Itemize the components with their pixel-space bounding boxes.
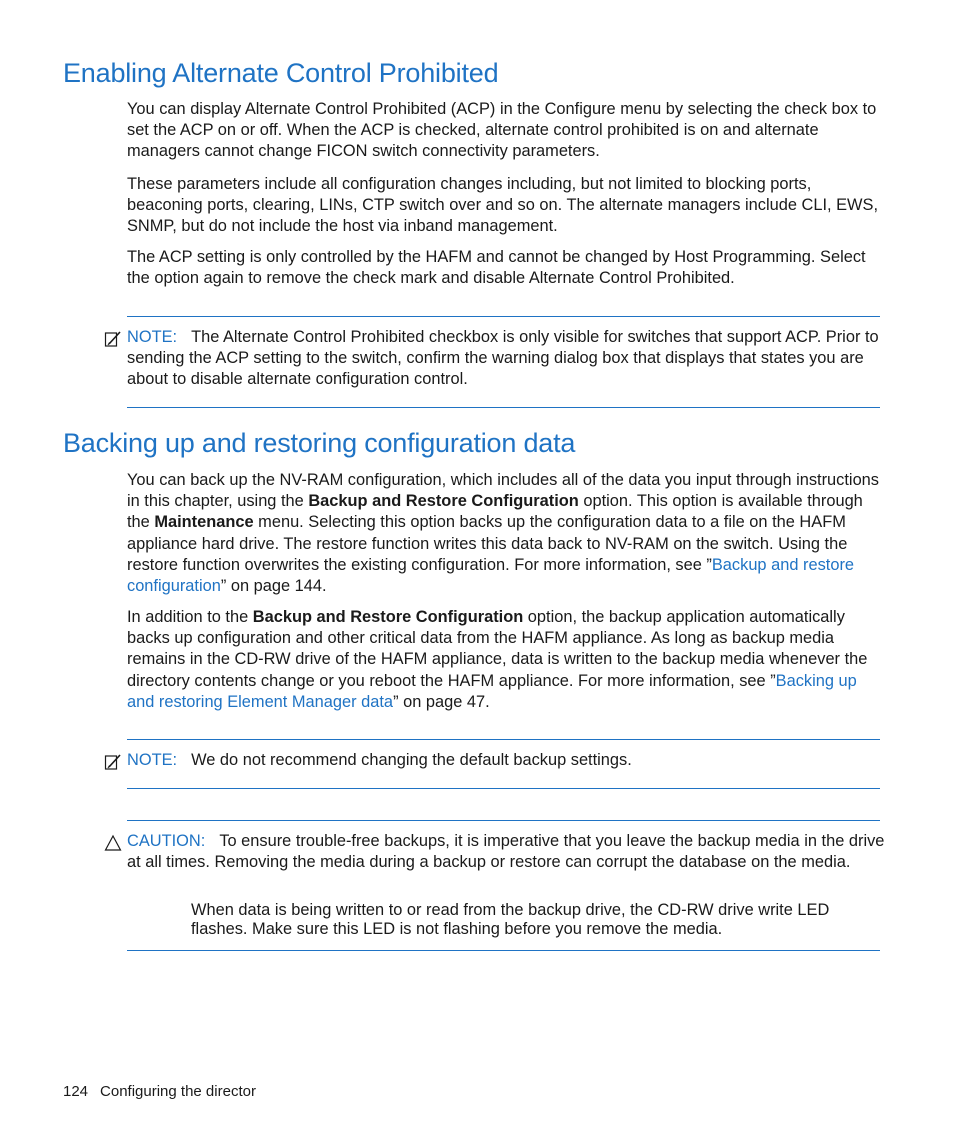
note-label: NOTE:: [127, 751, 178, 769]
acp-note: [127, 327, 887, 391]
caution-extra: When data is being written to or read from the backup drive, the CD-RW drive write LED flashes. Make sure this LED is not flashing before you remove the media.: [191, 901, 830, 938]
text-run: ” on page 144.: [220, 577, 327, 596]
caution-text: To ensure trouble-free backups, it is imperative that you leave the backup media in the drive at all times. Removing the media during a backup or restore can corrupt the database on the media.: [127, 832, 885, 872]
section-heading-acp: Enabling Alternate Control Prohibited: [63, 58, 499, 88]
text-run: You can back up the NV-RAM configuration, which includes all of the data you input through instructions in this chapter, using the: [127, 471, 879, 511]
chapter-title: Configuring the director: [100, 1083, 256, 1100]
bold-term-backup-restore: Backup and Restore Configuration: [252, 608, 524, 626]
backup-paragraph-2: [127, 607, 887, 713]
text-run: option. This option is available through the: [127, 492, 863, 532]
backup-note-text: We do not recommend changing the default backup settings.: [191, 751, 632, 769]
backup-note: [127, 750, 887, 771]
page-footer: [63, 1083, 256, 1100]
note-pencil-icon: [104, 753, 122, 771]
note-pencil-icon: [104, 330, 122, 348]
note-rule-bottom: [127, 407, 880, 408]
link-backing-up-element-manager[interactable]: Backing up and restoring Element Manager data: [127, 671, 857, 711]
text-run: ” on page 47.: [393, 692, 490, 711]
caution-rule-top: [127, 820, 880, 821]
note2-rule-top: [127, 739, 880, 740]
caution-triangle-icon: [104, 834, 122, 852]
text-run: option, the backup application automatically backs up configuration and other critical data from the HAFM appliance. As long as backup media remains in the CD-RW drive of the HAFM appliance, data is written to the backup media whenever the directory contents change or you reboot the HAFM appliance. For more information, see ”: [127, 608, 868, 690]
text-run: menu. Selecting this option backs up the configuration data to a file on the HAFM appliance hard drive. The restore function writes this data back to NV-RAM on the switch. Using the restore function overwrites the existing configuration. For more information, see ”: [127, 513, 848, 574]
acp-paragraph-2: These parameters include all configuration changes including, but not limited to blocking ports, beaconing ports, clearing, LINs, CTP switch over and so on. The alternate managers include CLI, EWS, SNMP, but do not include the host via inband management.: [127, 175, 879, 236]
note2-rule-bottom: [127, 788, 880, 789]
section-heading-backup: Backing up and restoring configuration data: [63, 428, 576, 458]
bold-term-backup-restore: Backup and Restore Configuration: [308, 492, 579, 511]
caution-block: [127, 831, 887, 873]
acp-paragraph-1: You can display Alternate Control Prohibited (ACP) in the Configure menu by selecting the check box to set the ACP on or off. When the ACP is checked, alternate control prohibited is on and alternate managers cannot change FICON switch connectivity parameters.: [127, 100, 877, 161]
bold-term-maintenance: Maintenance: [154, 513, 254, 532]
acp-note-text: The Alternate Control Prohibited checkbox is only visible for switches that support ACP. Prior to sending the ACP setting to the switch, confirm the warning dialog box that displays that states you are about to disable alternate configuration control.: [127, 328, 879, 389]
note-label: NOTE:: [127, 328, 178, 346]
note-rule-top: [127, 316, 880, 317]
text-run: In addition to the: [127, 608, 253, 626]
caution-rule-bottom: [127, 950, 880, 951]
backup-paragraph-1: [127, 470, 887, 597]
acp-paragraph-3: The ACP setting is only controlled by the HAFM and cannot be changed by Host Programming. Select the option again to remove the check mark and disable Alternate Control Prohibited.: [127, 248, 866, 288]
link-backup-restore-configuration[interactable]: Backup and restore configuration: [127, 555, 855, 596]
caution-label: CAUTION:: [127, 832, 206, 850]
page-number: 124: [63, 1083, 89, 1100]
